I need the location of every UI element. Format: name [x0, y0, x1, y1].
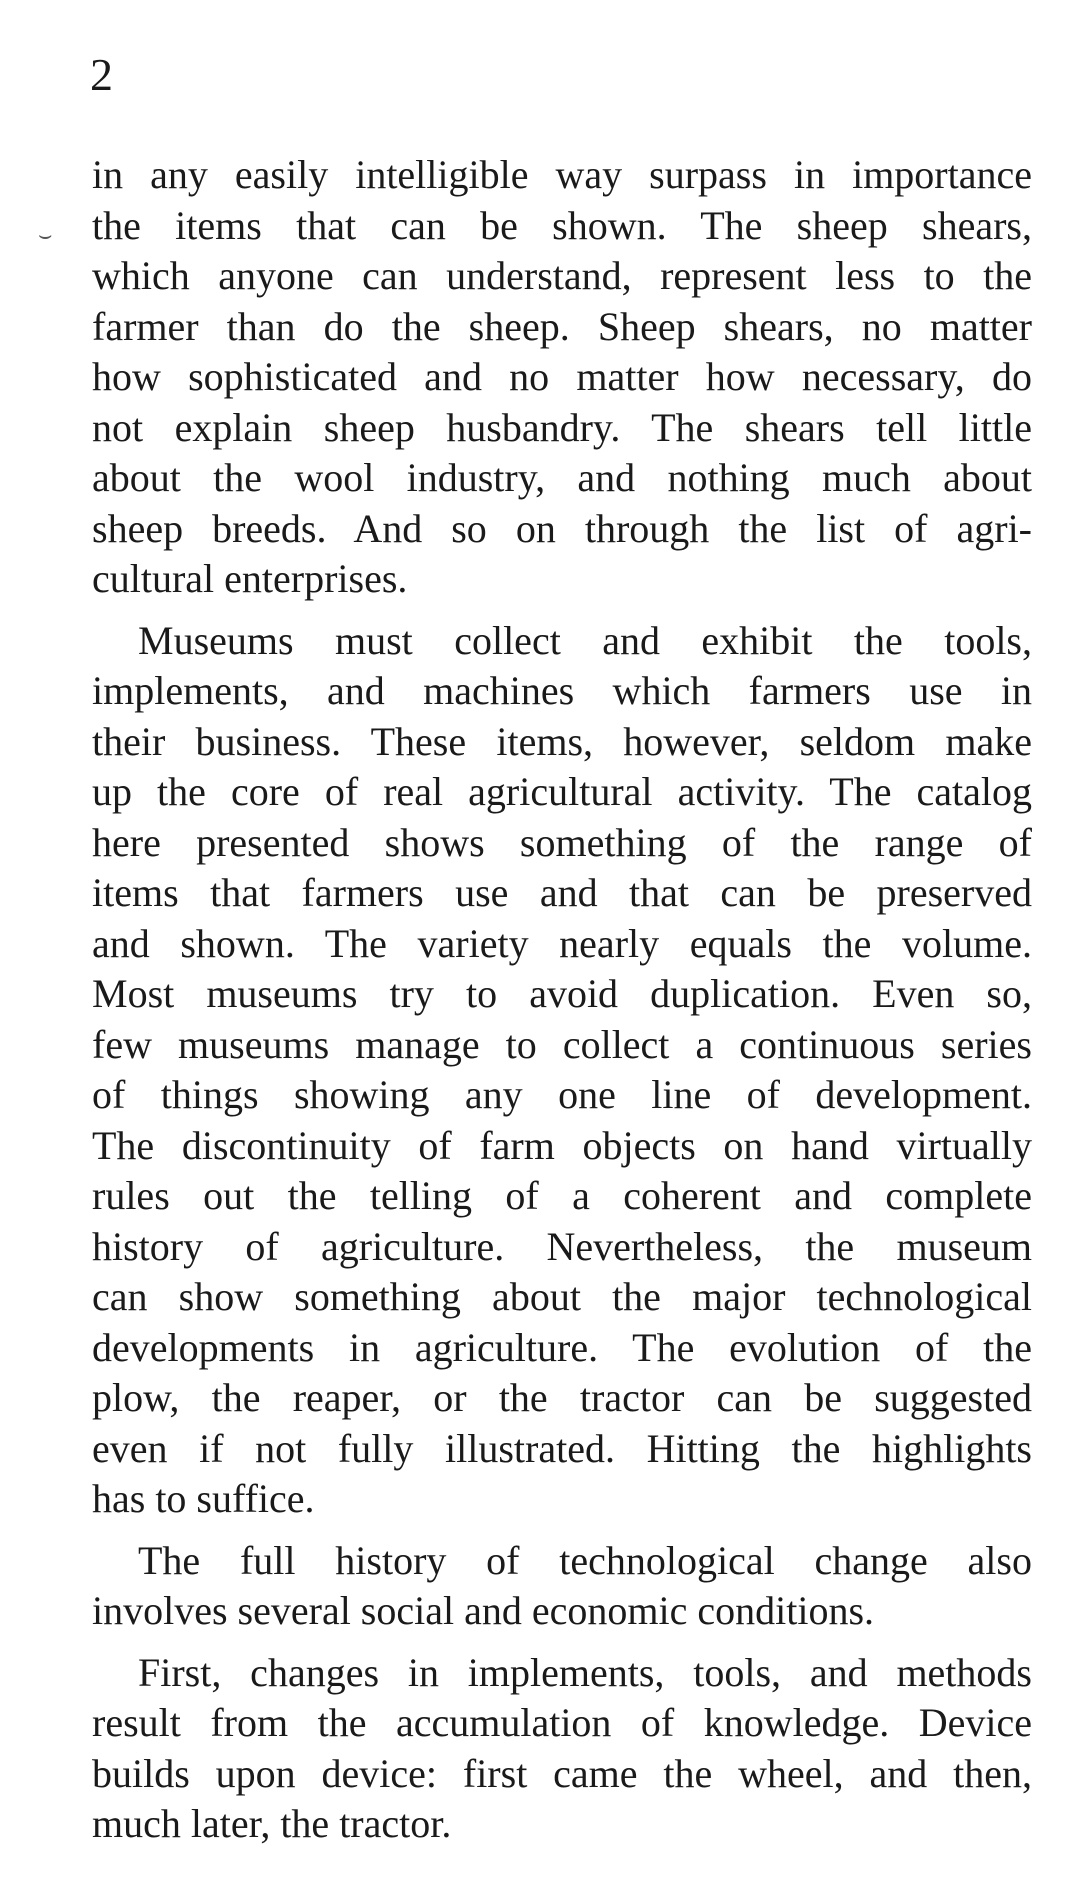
text-line: much later, the tractor.: [92, 1801, 452, 1846]
paragraph: [92, 1536, 1032, 1637]
text-line: the items that can be shown. The sheep shears,: [92, 202, 1032, 248]
text-line: farmer than do the sheep. Sheep shears, no matter: [92, 303, 1032, 349]
text-line: Museums must collect and exhibit the tools,: [138, 617, 1032, 663]
text-line: up the core of real agricultural activity. The catalog: [92, 769, 1032, 814]
text-line: involves several social and economic conditions.: [92, 1588, 875, 1633]
paragraph: [92, 616, 1032, 1525]
text-line: implements, and machines which farmers use in: [92, 668, 1032, 713]
text-line: how sophisticated and no matter how necessary, do: [92, 354, 1032, 399]
text-line: The discontinuity of farm objects on hand virtually: [92, 1122, 1032, 1168]
text-line: developments in agriculture. The evolution of the: [92, 1324, 1032, 1370]
text-line: items that farmers use and that can be preserved: [92, 870, 1032, 915]
text-line: can show something about the major technological: [92, 1274, 1032, 1319]
text-line: The full history of technological change also: [138, 1537, 1032, 1583]
text-line: not explain sheep husbandry. The shears tell little: [92, 404, 1032, 450]
text-line: of things showing any one line of development.: [92, 1072, 1032, 1117]
text-line: Most museums try to avoid duplication. Even so,: [92, 971, 1032, 1016]
text-line: result from the accumulation of knowledge. Device: [92, 1700, 1032, 1745]
text-line: their business. These items, however, seldom make: [92, 718, 1032, 764]
text-line: has to suffice.: [92, 1476, 315, 1521]
paragraph: [92, 1648, 1032, 1850]
text-line: plow, the reaper, or the tractor can be suggested: [92, 1375, 1032, 1420]
text-line: sheep breeds. And so on through the list of agri-: [92, 505, 1032, 551]
text-line: here presented shows something of the range of: [92, 819, 1032, 865]
text-line: rules out the telling of a coherent and complete: [92, 1173, 1032, 1218]
text-line: and shown. The variety nearly equals the volume.: [92, 920, 1032, 966]
text-line: cultural enterprises.: [92, 556, 408, 601]
text-line: in any easily intelligible way surpass in importance: [92, 152, 1032, 197]
text-line: few museums manage to collect a continuous series: [92, 1021, 1032, 1067]
text-line: even if not fully illustrated. Hitting the highlights: [92, 1425, 1032, 1471]
text-line: builds upon device: first came the wheel, and then,: [92, 1750, 1032, 1796]
body-text: [92, 150, 1032, 1861]
text-line: about the wool industry, and nothing much about: [92, 455, 1032, 500]
text-line: history of agriculture. Nevertheless, the museum: [92, 1223, 1032, 1269]
margin-mark: ⌣: [38, 222, 53, 247]
text-line: First, changes in implements, tools, and methods: [138, 1649, 1032, 1695]
page-number: 2: [90, 49, 113, 100]
paragraph: [92, 150, 1032, 605]
text-line: which anyone can understand, represent less to the: [92, 253, 1032, 298]
